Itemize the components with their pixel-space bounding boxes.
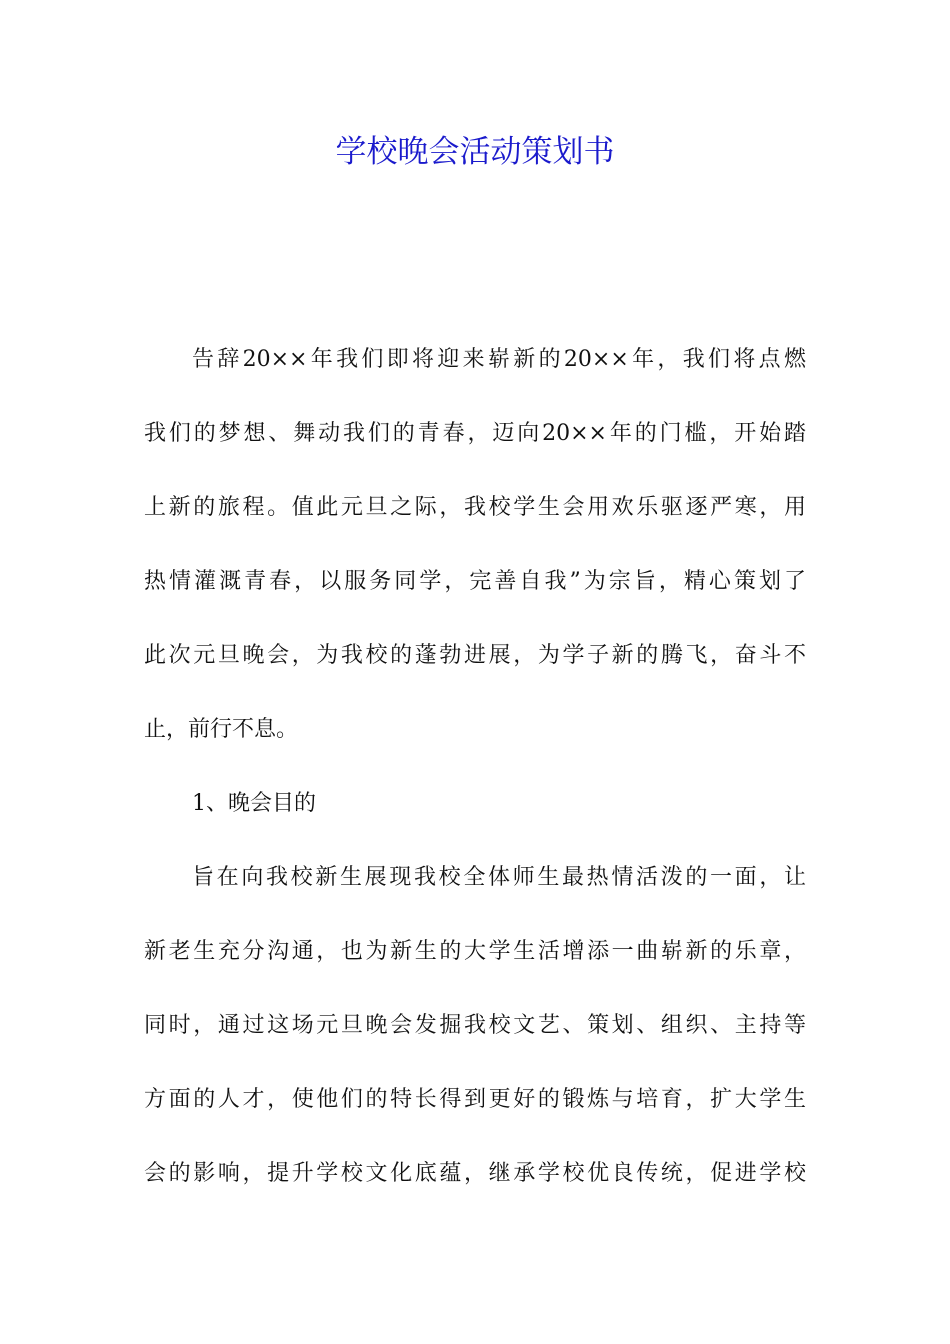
paragraph-line: 告辞20××年我们即将迎来崭新的20××年，我们将点燃 xyxy=(192,347,806,372)
paragraph-line: 上新的旅程。值此元旦之际，我校学生会用欢乐驱逐严寒，用 xyxy=(144,495,806,520)
paragraph-line: 我们的梦想、舞动我们的青春，迈向20××年的门槛，开始踏 xyxy=(144,421,806,446)
section-heading: 1、晚会目的 xyxy=(192,791,316,816)
paragraph-line: 新老生充分沟通，也为新生的大学生活增添一曲崭新的乐章， xyxy=(144,939,806,964)
paragraph-line: 此次元旦晚会，为我校的蓬勃进展，为学子新的腾飞，奋斗不 xyxy=(144,643,806,668)
paragraph-line: 方面的人才，使他们的特长得到更好的锻炼与培育，扩大学生 xyxy=(144,1087,806,1112)
paragraph-line: 同时，通过这场元旦晚会发掘我校文艺、策划、组织、主持等 xyxy=(144,1013,806,1038)
document-title: 学校晚会活动策划书 xyxy=(335,134,615,170)
document-body xyxy=(144,334,806,1222)
paragraph-line: 会的影响，提升学校文化底蕴，继承学校优良传统，促进学校 xyxy=(144,1161,806,1186)
paragraph-line: 热情灌溉青春，以服务同学，完善自我”为宗旨，精心策划了 xyxy=(144,569,806,594)
paragraph-line: 止，前行不息。 xyxy=(144,717,299,742)
paragraph-line: 旨在向我校新生展现我校全体师生最热情活泼的一面，让 xyxy=(192,865,806,890)
